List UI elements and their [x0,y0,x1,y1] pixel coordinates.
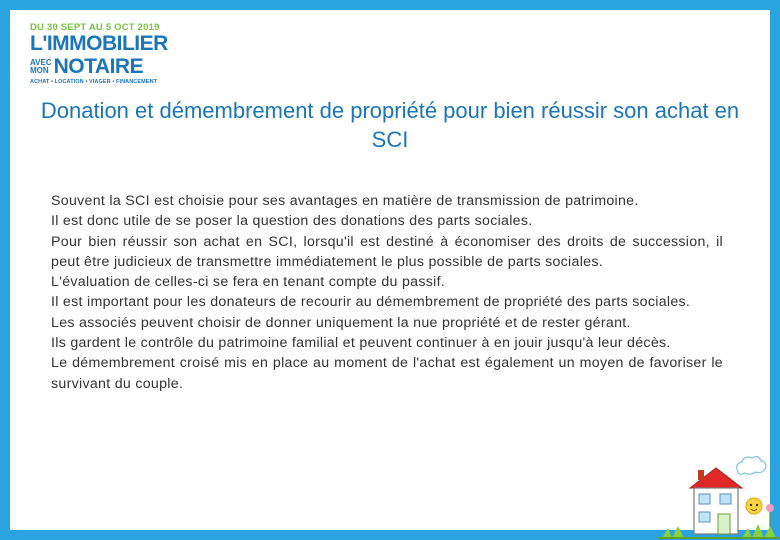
paragraph-7: Ils gardent le contrôle du patrimoine familial et peuvent continuer à en jouir jusqu'à leur décès. [51,335,671,352]
paragraph-3: Pour bien réussir son achat en SCI, lorsqu'il est destiné à économiser des droits de succession, il peut être judicieux de transmettre immédiatement le plus possible de parts sociales. [51,233,723,270]
logo-small-word-1: AVEC [30,58,52,67]
paragraph-5: Il est important pour les donateurs de recourir au démembrement de propriété des parts sociales. [51,294,691,311]
paragraph-8: Le démembrement croisé mis en place au moment de l'achat est également un moyen de favoriser le survivant du couple. [51,355,723,392]
paragraph-4: L'évaluation de celles-ci se fera en tenant compte du passif. [51,274,446,291]
logo-small-words [30,59,52,75]
logo-title-line2: NOTAIRE [53,55,144,78]
event-logo [30,22,170,88]
slide-body [51,191,723,394]
logo-date: DU 30 SEPT AU 5 OCT 2019 [30,22,160,33]
logo-tagline: ACHAT • LOCATION • VIAGER • FINANCEMENT [30,79,158,85]
slide-title: Donation et démembrement de propriété pour bien réussir son achat en SCI [40,98,740,152]
logo-small-word-2: MON [30,66,49,75]
paragraph-2: Il est donc utile de se poser la question des donations des parts sociales. [51,213,533,230]
logo-title-line1: L'IMMOBILIER [30,32,168,55]
house-drawing-illustration [658,450,780,540]
logo-title-row2 [30,55,170,79]
paragraph-1: Souvent la SCI est choisie pour ses avantages en matière de transmission de patrimoine. [51,193,639,209]
paragraph-6: Les associés peuvent choisir de donner uniquement la nue propriété et de rester gérant. [51,314,631,331]
slide-card [10,10,770,530]
